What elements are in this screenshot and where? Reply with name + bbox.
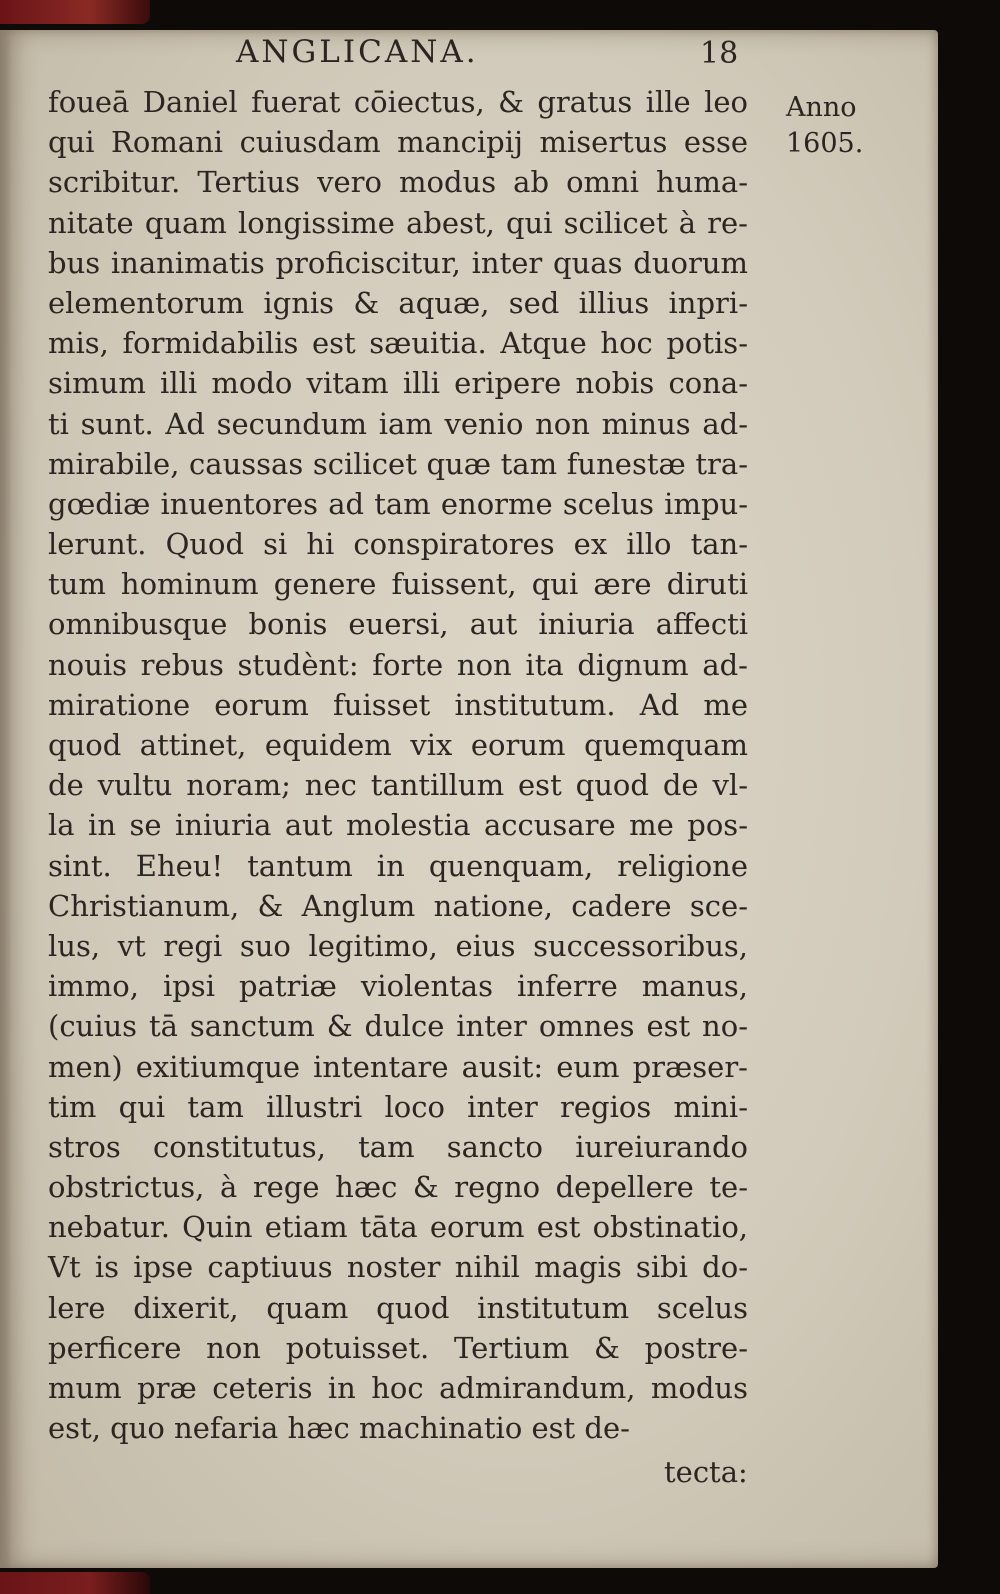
text-line: Christianum, & Anglum natione, cadere sce- bbox=[48, 888, 748, 923]
text-line: (cuius tā sanctum & dulce inter omnes est no- bbox=[48, 1009, 748, 1044]
text-line: stros constitutus, tam sancto iureiurando bbox=[48, 1129, 748, 1164]
text-line: sint. Eheu! tantum in quenquam, religione bbox=[48, 848, 748, 883]
text-line: lus, vt regi suo legitimo, eius successoribus, bbox=[48, 928, 748, 963]
binding-bottom-edge bbox=[0, 1572, 150, 1594]
text-line: mirabile, caussas scilicet quæ tam funestæ tra- bbox=[48, 446, 748, 481]
text-line: Vt is ipse captiuus noster nihil magis sibi do- bbox=[48, 1250, 748, 1285]
text-line: gœdiæ inuentores ad tam enorme scelus impu- bbox=[48, 486, 748, 521]
page-gutter-shadow bbox=[0, 30, 12, 1568]
text-line: nebatur. Quin etiam tāta eorum est obstinatio, bbox=[48, 1210, 748, 1245]
text-line: perficere non potuisset. Tertium & postre- bbox=[48, 1330, 748, 1365]
text-line: omnibusque bonis euersi, aut iniuria affecti bbox=[48, 607, 748, 642]
text-line: men) exitiumque intentare ausit: eum præser- bbox=[48, 1049, 748, 1084]
margin-note-line: 1605. bbox=[786, 128, 864, 159]
text-line: est, quo nefaria hæc machinatio est de- bbox=[48, 1411, 630, 1446]
text-line: scribitur. Tertius vero modus ab omni huma- bbox=[48, 165, 748, 200]
text-line: simum illi modo vitam illi eripere nobis cona- bbox=[48, 366, 748, 401]
text-line: tim qui tam illustri loco inter regios mini- bbox=[48, 1089, 748, 1124]
text-line: miratione eorum fuisset institutum. Ad me bbox=[48, 687, 748, 722]
text-line: ti sunt. Ad secundum iam venio non minus ad- bbox=[48, 406, 748, 441]
text-line: la in se iniuria aut molestia accusare me pos- bbox=[48, 808, 748, 843]
text-line: tum hominum genere fuissent, qui ære diruti bbox=[48, 567, 748, 602]
text-line: de vultu noram; nec tantillum est quod de vl- bbox=[48, 768, 748, 803]
text-line: mis, formidabilis est sæuitia. Atque hoc potis- bbox=[48, 326, 748, 361]
text-line: quod attinet, equidem vix eorum quemquam bbox=[48, 728, 748, 762]
body-text bbox=[48, 82, 748, 1448]
binding-top-edge bbox=[0, 0, 150, 24]
text-line: nouis rebus studènt: forte non ita dignum ad- bbox=[48, 647, 748, 682]
text-line: lerunt. Quod si hi conspiratores ex illo tan- bbox=[48, 527, 748, 562]
text-line: elementorum ignis & aquæ, sed illius inpri- bbox=[48, 285, 748, 320]
text-line: mum præ ceteris in hoc admirandum, modus bbox=[48, 1371, 748, 1405]
text-line: nitate quam longissime abest, qui scilicet à re- bbox=[48, 205, 748, 240]
catchword: tecta: bbox=[664, 1455, 748, 1489]
text-line: qui Romani cuiusdam mancipij misertus esse bbox=[48, 125, 748, 160]
text-line: immo, ipsi patriæ violentas inferre manus, bbox=[48, 969, 748, 1004]
text-line: lere dixerit, quam quod institutum scelus bbox=[48, 1290, 748, 1325]
margin-note bbox=[786, 90, 906, 162]
text-line: obstrictus, à rege hæc & regno depellere te- bbox=[48, 1170, 748, 1205]
running-head: ANGLICANA. bbox=[236, 34, 479, 70]
text-line: foueā Daniel fuerat cōiectus, & gratus ille leo bbox=[48, 85, 748, 119]
text-line: bus inanimatis proficiscitur, inter quas duorum bbox=[48, 245, 748, 280]
page-number: 18 bbox=[700, 36, 739, 71]
margin-note-line: Anno bbox=[786, 92, 857, 123]
